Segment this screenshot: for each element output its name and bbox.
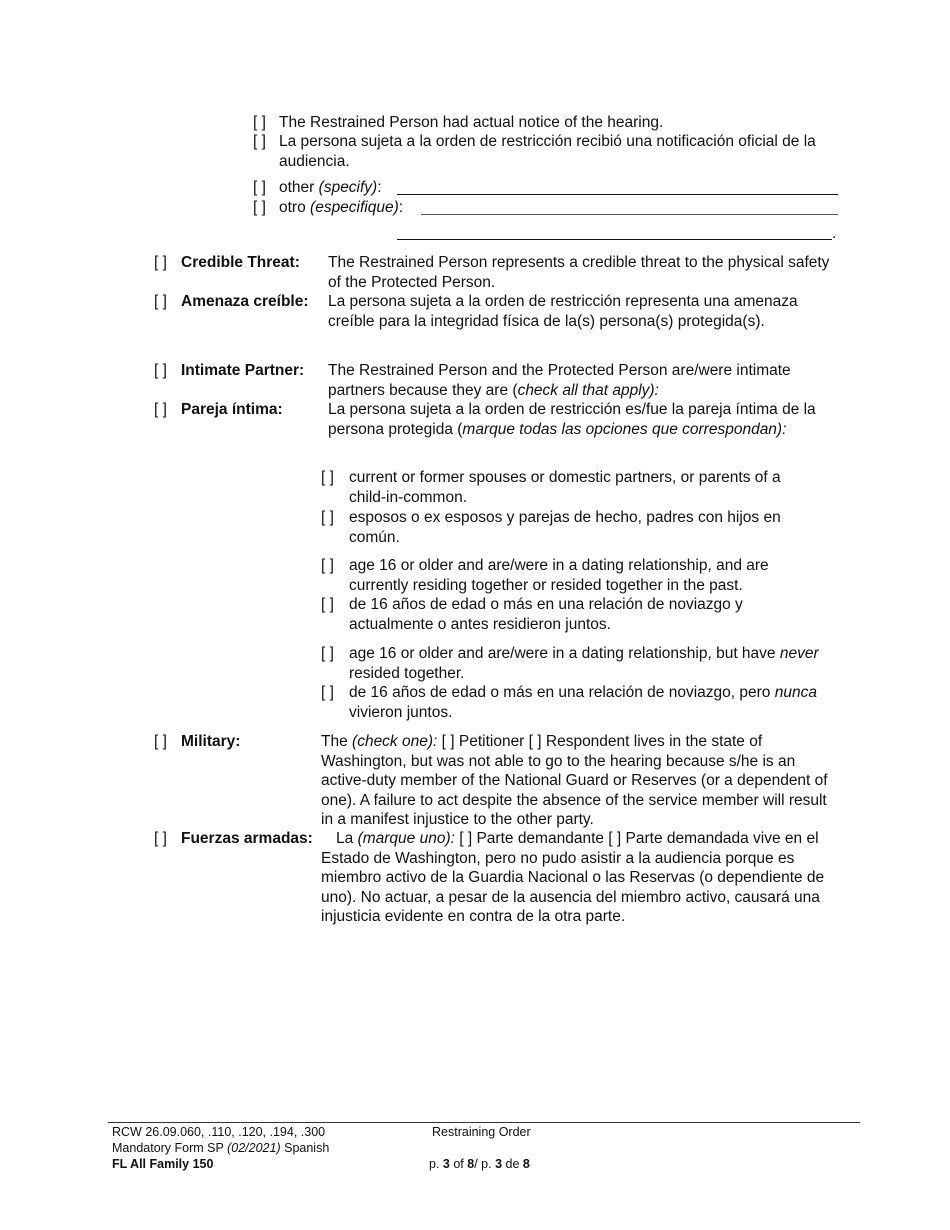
other-en-input-line[interactable] bbox=[397, 194, 838, 195]
option-dating-never-checkbox-en[interactable]: [ ] bbox=[321, 645, 334, 662]
military-text-b: [ ] Petitioner [ ] Respondent lives in the state of Washington, but was not able to go to the hearing because s/he is an active-duty member of the National Guard or Reserves (or a dependent of one). A failure to act despite the absence of the service member will result in a manifest injustice to the other party. bbox=[321, 733, 828, 828]
notice-text-en: The Restrained Person had actual notice of the hearing. bbox=[279, 114, 664, 131]
option-spouses-checkbox-en[interactable]: [ ] bbox=[321, 469, 334, 486]
pareja-text-main: La persona sujeta a la orden de restricción es/fue la pareja íntima de la persona protegida ( bbox=[328, 401, 816, 438]
intimate-partner-checkbox[interactable]: [ ] bbox=[154, 362, 167, 379]
option-spouses-checkbox-es[interactable]: [ ] bbox=[321, 509, 334, 526]
footer-rcw: RCW 26.09.060, .110, .120, .194, .300 bbox=[112, 1125, 326, 1139]
fuerzas-text-b: [ ] Parte demandante [ ] Parte demandada vive en el Estado de Washington, pero no pudo asistir a la audiencia porque es miembro activo de la Guardia Nacional o las Reservas (o dependiente de uno). No actuar, a pesar de la ausencia del miembro activo, causará una injusticia evidente en contra de la otra parte. bbox=[321, 830, 825, 925]
footer-total-es: 8 bbox=[522, 1157, 530, 1171]
option-dating-never-es-a: de 16 años de edad o más en una relación de noviazgo, pero bbox=[349, 684, 771, 701]
footer-total: 8 bbox=[467, 1157, 475, 1171]
footer-page-es: 3 bbox=[495, 1157, 503, 1171]
other-es-checkbox[interactable]: [ ] bbox=[253, 199, 266, 216]
notice-checkbox-en[interactable]: [ ] bbox=[253, 114, 266, 131]
option-dating-never-en-b: resided together. bbox=[349, 664, 465, 682]
footer-mandatory-b: Spanish bbox=[284, 1141, 330, 1155]
military-hint: (check one): bbox=[352, 733, 438, 750]
intimate-partner-text bbox=[328, 361, 848, 400]
option-dating-together-checkbox-en[interactable]: [ ] bbox=[321, 557, 334, 574]
footer-de: de bbox=[505, 1157, 520, 1171]
fuerzas-label: Fuerzas armadas: bbox=[181, 830, 313, 847]
fuerzas-text bbox=[321, 829, 826, 927]
credible-threat-text: The Restrained Person represents a credible threat to the physical safety of the Protected Person. bbox=[328, 254, 830, 291]
option-spouses-text-es: esposos o ex esposos y parejas de hecho, padres con hijos en común. bbox=[349, 509, 781, 546]
intimate-partner-label: Intimate Partner: bbox=[181, 362, 305, 379]
footer-divider bbox=[108, 1122, 860, 1123]
other-en-word: other bbox=[279, 179, 315, 196]
footer-p: p. bbox=[429, 1157, 440, 1171]
other-en-colon: : bbox=[377, 179, 382, 196]
footer-mandatory-a: Mandatory Form SP bbox=[112, 1141, 224, 1155]
military-checkbox[interactable]: [ ] bbox=[154, 733, 167, 750]
footer-page: 3 bbox=[442, 1157, 450, 1171]
option-dating-together-text-es: de 16 años de edad o más en una relación de noviazgo y actualmente o antes residieron juntos. bbox=[349, 596, 743, 633]
amenaza-checkbox[interactable]: [ ] bbox=[154, 293, 167, 310]
other-es-hint: (especifique) bbox=[310, 199, 399, 216]
intimate-partner-hint: check all that apply): bbox=[517, 381, 659, 399]
footer-sep: / p. bbox=[474, 1157, 492, 1171]
option-dating-never-checkbox-es[interactable]: [ ] bbox=[321, 684, 334, 701]
option-dating-together-checkbox-es[interactable]: [ ] bbox=[321, 596, 334, 613]
footer-page-number bbox=[429, 1156, 530, 1172]
other-es-input-line[interactable] bbox=[421, 214, 838, 215]
pareja-label: Pareja íntima: bbox=[181, 401, 283, 418]
credible-threat-checkbox[interactable]: [ ] bbox=[154, 254, 167, 271]
military-text-a: The bbox=[321, 733, 348, 750]
option-dating-never-en-em: never bbox=[779, 645, 819, 662]
option-dating-never-text-es bbox=[349, 683, 824, 722]
intimate-partner-text-main: The Restrained Person and the Protected Person are/were intimate partners because they are ( bbox=[328, 362, 791, 399]
military-text bbox=[321, 732, 841, 830]
fuerzas-hint: (marque uno): bbox=[357, 830, 455, 847]
credible-threat-label: Credible Threat: bbox=[181, 254, 300, 271]
other-period: . bbox=[832, 225, 837, 242]
footer-mandatory-date: (02/2021) bbox=[227, 1141, 281, 1155]
amenaza-label: Amenaza creíble: bbox=[181, 293, 309, 310]
option-dating-never-en-a: age 16 or older and are/were in a dating relationship, but have bbox=[349, 645, 776, 662]
footer-left bbox=[112, 1124, 329, 1172]
option-dating-never-text-en bbox=[349, 644, 829, 683]
other-es-colon: : bbox=[398, 199, 404, 216]
other-en-label bbox=[279, 178, 382, 198]
other-es-label bbox=[279, 198, 403, 218]
other-continuation-line[interactable] bbox=[397, 239, 832, 240]
footer-title: Restraining Order bbox=[432, 1125, 531, 1139]
fuerzas-checkbox[interactable]: [ ] bbox=[154, 830, 167, 847]
pareja-checkbox[interactable]: [ ] bbox=[154, 401, 167, 418]
military-label: Military: bbox=[181, 733, 241, 750]
other-en-checkbox[interactable]: [ ] bbox=[253, 179, 266, 196]
option-spouses-text-en: current or former spouses or domestic partners, or parents of a child-in-common. bbox=[349, 469, 781, 506]
option-dating-never-es-em: nunca bbox=[774, 684, 817, 701]
footer-of: of bbox=[453, 1157, 464, 1171]
pareja-hint: marque todas las opciones que correspondan): bbox=[462, 420, 787, 438]
other-es-word: otro bbox=[279, 199, 306, 216]
fuerzas-text-a: La bbox=[336, 830, 354, 847]
notice-checkbox-es[interactable]: [ ] bbox=[253, 133, 266, 150]
amenaza-text: La persona sujeta a la orden de restricción representa una amenaza creíble para la integridad física de la(s) persona(s) protegida(s). bbox=[328, 293, 798, 330]
footer-form-id: FL All Family 150 bbox=[112, 1157, 214, 1171]
footer-mandatory bbox=[112, 1140, 329, 1156]
notice-text-es: La persona sujeta a la orden de restricción recibió una notificación oficial de la audiencia. bbox=[279, 133, 816, 170]
pareja-text bbox=[328, 400, 833, 439]
option-dating-together-text-en: age 16 or older and are/were in a dating relationship, and are currently residing together or resided together in the past. bbox=[349, 557, 769, 594]
other-en-hint: (specify) bbox=[318, 179, 378, 196]
option-dating-never-es-b: vivieron juntos. bbox=[349, 703, 453, 721]
